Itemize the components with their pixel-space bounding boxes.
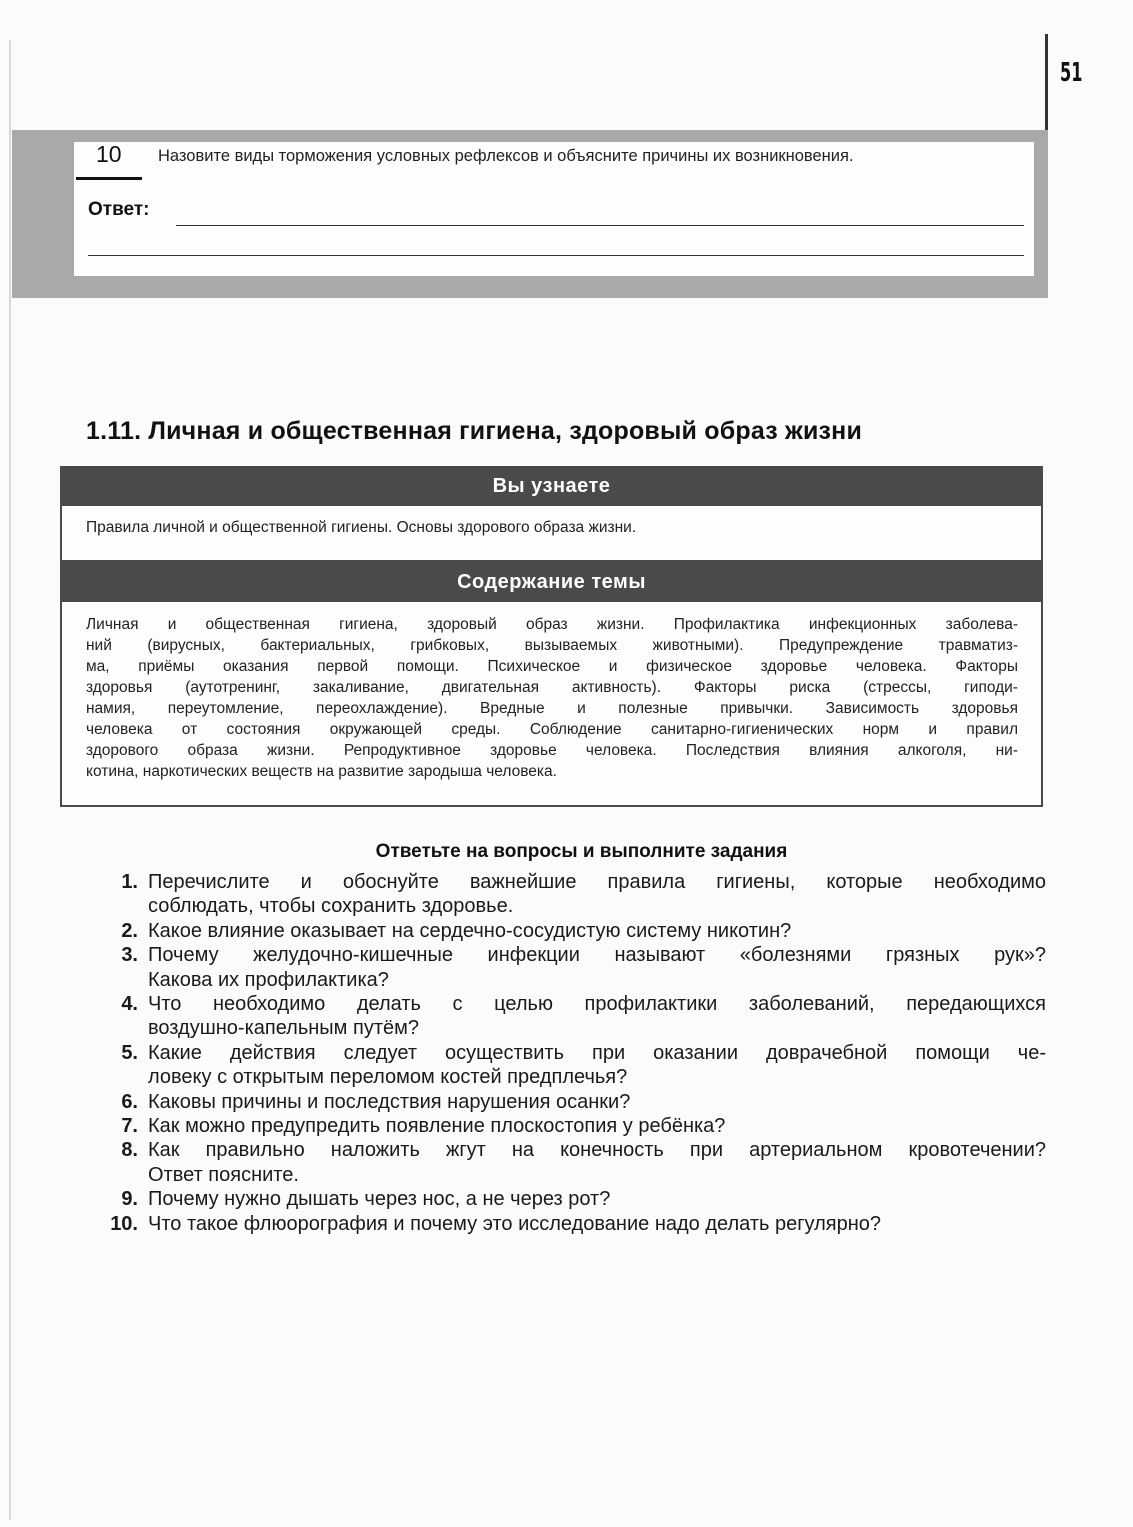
question-line: Перечислите и обоснуйте важнейшие правила гигиены, которые необходимо [148,871,1046,893]
question-line: соблюдать, чтобы сохранить здоровье. [148,895,514,918]
question-line: Какова их профилактика? [148,968,389,991]
content-line: Личная и общественная гигиена, здоровый образ жизни. Профилактика инфекционных заболева- [86,616,1018,633]
content-header: Содержание темы [60,562,1043,602]
question-line: воздушно-капельным путём? [148,1017,419,1040]
answer-line[interactable] [176,225,1024,226]
question-number: 6. [121,1090,138,1113]
question-line: Как правильно наложить жгут на конечность при артериальном кровотечении? [148,1139,1046,1162]
question-line: ловеку с открытым переломом костей предплечья? [148,1066,628,1089]
question-item [96,1114,1046,1138]
question-number: 1. [121,871,138,893]
question-line: Почему желудочно-кишечные инфекции называют «болезнями грязных рук»? [148,944,1046,967]
task-number: 10 [96,141,122,167]
content-line: котина, наркотических веществ на развитие зародыша человека. [86,763,557,780]
question-item [96,1187,1046,1211]
question-item [96,992,1046,1041]
question-line: Ответ поясните. [148,1163,299,1186]
questions-title: Ответьте на вопросы и выполните задания [375,841,788,862]
questions-list [96,870,1046,1236]
learn-text: Правила личной и общественной гигиены. Основы здорового образа жизни. [86,519,637,536]
question-number: 10. [110,1212,138,1235]
question-item [96,1041,1046,1090]
question-number: 7. [121,1115,138,1138]
content-line: ма, приёмы оказания первой помощи. Психическое и физическое здоровье человека. Факторы [86,658,1018,675]
question-item [96,1212,1046,1236]
question-line: Как можно предупредить появление плоскостопия у ребёнка? [148,1115,726,1138]
question-line: Каковы причины и последствия нарушения осанки? [148,1090,631,1113]
content-line: здоровья (аутотренинг, закаливание, двигательная активность). Факторы риска (стрессы, гиподи- [86,679,1018,696]
question-item [96,870,1046,919]
page-margin-rule [9,40,11,1520]
question-number: 2. [121,919,138,942]
question-number: 5. [121,1041,138,1064]
question-item [96,919,1046,943]
answer-line[interactable] [88,255,1024,256]
question-item [96,943,1046,992]
question-item [96,1138,1046,1187]
answer-label: Ответ: [88,199,150,220]
content-text [86,614,1018,782]
task-question: Назовите виды торможения условных рефлексов и объясните причины их возникновения. [158,147,854,165]
content-line: здорового образа жизни. Репродуктивное здоровье человека. Последствия влияния алкоголя, ни- [86,742,1018,759]
task-number-underline [76,177,142,180]
question-line: Какое влияние оказывает на сердечно-сосудистую систему никотин? [148,919,792,942]
page-number: 51 [1060,58,1083,88]
content-line: намия, переутомление, переохлаждение). Вредные и полезные привычки. Зависимость здоровья [86,700,1018,717]
question-number: 3. [121,944,138,967]
section-title: 1.11. Личная и общественная гигиена, здоровый образ жизни [86,417,863,445]
question-line: Почему нужно дышать через нос, а не через рот? [148,1188,611,1211]
question-line: Какие действия следует осуществить при оказании доврачебной помощи че- [148,1041,1046,1064]
learn-header: Вы узнаете [60,466,1043,506]
question-number: 4. [121,993,138,1016]
content-line: ний (вирусных, бактериальных, грибковых, вызываемых животными). Предупреждение травматиз- [86,637,1018,654]
question-line: Что такое флюорография и почему это исследование надо делать регулярно? [148,1212,881,1235]
content-line: человека от состояния окружающей среды. Соблюдение санитарно-гигиенических норм и правил [86,721,1018,738]
page-number-divider [1045,34,1048,136]
question-number: 8. [121,1139,138,1162]
question-item [96,1090,1046,1114]
question-number: 9. [121,1188,138,1211]
question-line: Что необходимо делать с целью профилактики заболеваний, передающихся [148,993,1046,1016]
